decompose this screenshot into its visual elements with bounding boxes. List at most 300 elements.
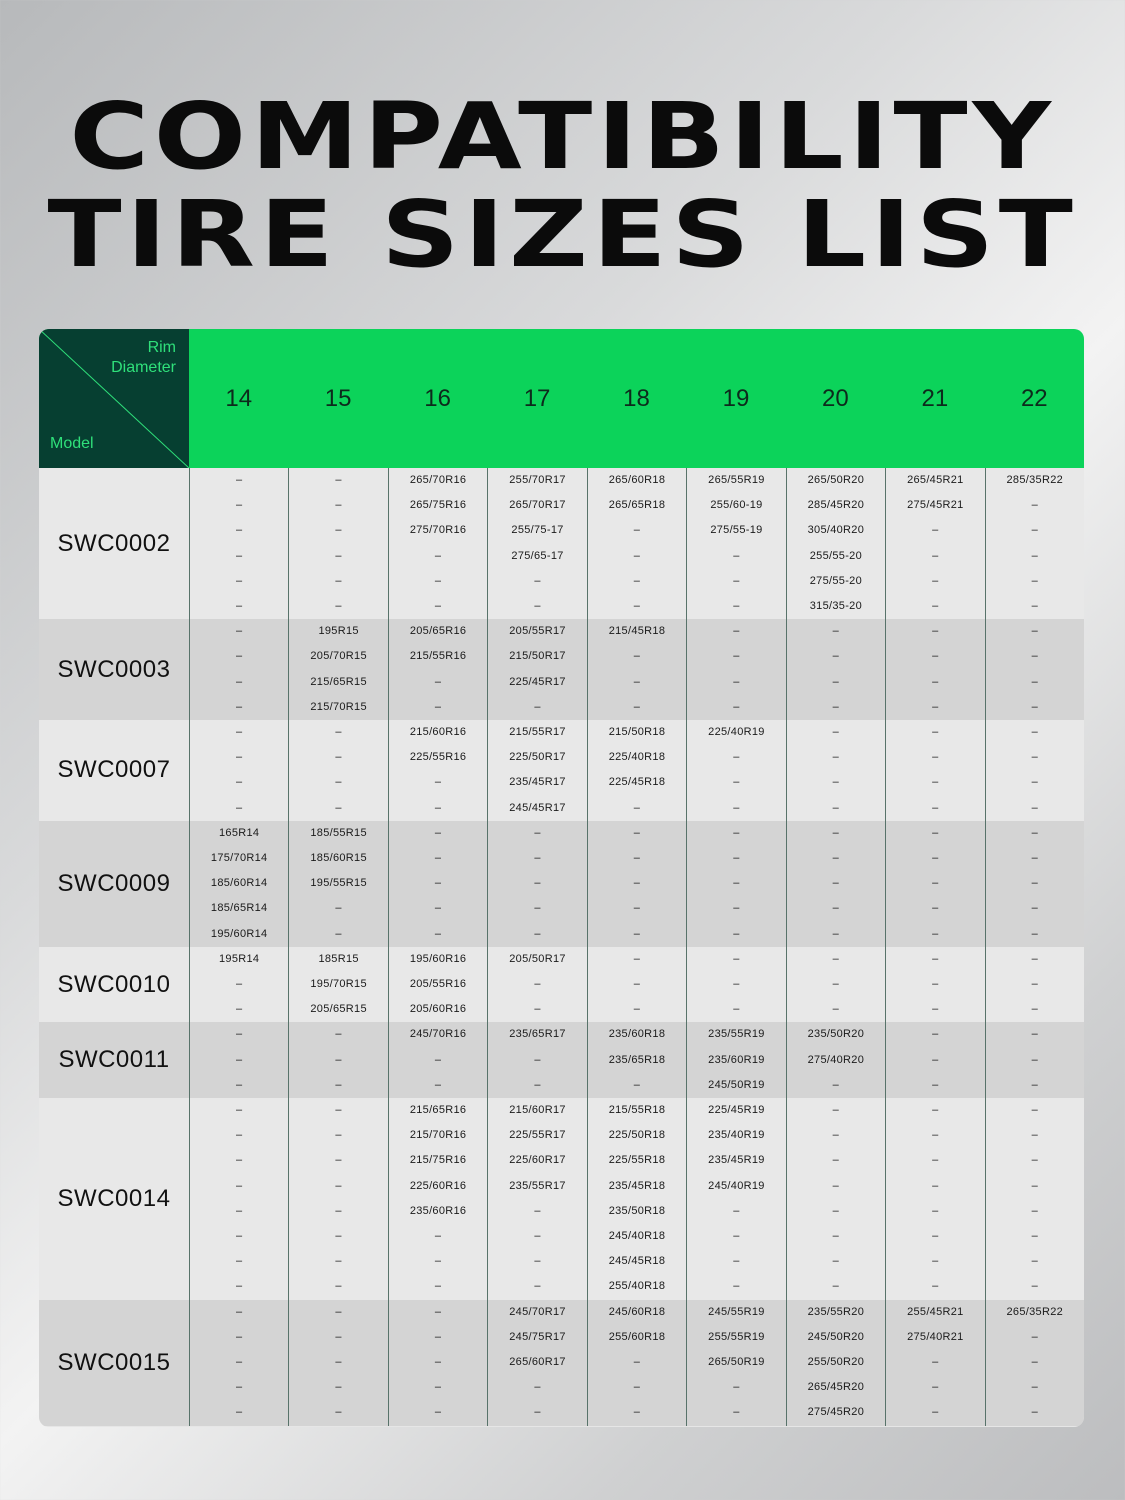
tire-size-cell: 235/55R17 xyxy=(509,1179,566,1192)
tire-size-cell: – xyxy=(335,751,342,764)
tire-size-cell: – xyxy=(932,650,939,663)
tire-size-cell: – xyxy=(534,574,541,587)
tire-size-cell: – xyxy=(335,524,342,537)
tire-size-cell: 245/60R18 xyxy=(608,1305,666,1318)
size-column-15 xyxy=(288,1098,387,1300)
tire-size-cell: – xyxy=(733,625,740,638)
tire-size-cell: – xyxy=(932,1104,939,1116)
size-column-19 xyxy=(686,468,785,619)
size-column-14 xyxy=(189,619,288,720)
tire-size-cell: – xyxy=(235,1179,243,1192)
tire-size-cell: – xyxy=(1031,801,1038,814)
tire-size-cell: – xyxy=(932,1406,939,1419)
size-column-18 xyxy=(587,619,686,720)
tire-size-cell: – xyxy=(932,574,939,587)
tire-size-cell: – xyxy=(832,650,840,663)
size-column-19 xyxy=(686,821,785,947)
tire-size-cell: 235/55R20 xyxy=(807,1305,865,1318)
tire-size-cell: – xyxy=(832,952,840,965)
size-column-15 xyxy=(288,821,387,947)
tire-size-cell: – xyxy=(434,700,442,713)
tire-size-cell: – xyxy=(1031,726,1038,738)
tire-size-cell: – xyxy=(235,1330,243,1343)
tire-size-cell: 225/50R17 xyxy=(509,751,566,764)
tire-size-cell: – xyxy=(733,776,740,789)
tire-size-cell: – xyxy=(1031,499,1038,512)
tire-size-cell: – xyxy=(1031,1154,1038,1167)
tire-size-cell: – xyxy=(932,524,939,537)
model-name: SWC0014 xyxy=(57,1184,171,1212)
tire-size-cell: – xyxy=(434,675,442,688)
rim-diameter-label: Rim Diameter xyxy=(111,339,176,376)
tire-size-cell: – xyxy=(335,1053,342,1066)
tire-size-cell: – xyxy=(932,675,939,688)
tire-size-cell: 255/55R19 xyxy=(708,1330,765,1343)
tire-size-cell: 225/45R19 xyxy=(708,1104,765,1116)
tire-size-cell: 185/65R14 xyxy=(210,902,268,915)
tire-size-cell: – xyxy=(932,625,939,638)
size-column-21 xyxy=(885,1098,984,1300)
tire-size-cell: 275/55-20 xyxy=(809,574,862,587)
tire-size-cell: – xyxy=(335,1255,342,1268)
tire-size-cell: – xyxy=(932,776,939,789)
tire-size-cell: – xyxy=(633,826,641,839)
tire-size-cell: – xyxy=(235,549,243,562)
table-header xyxy=(39,329,1084,468)
tire-size-cell: – xyxy=(1031,625,1038,638)
tire-size-cell: 215/75R16 xyxy=(409,1154,467,1167)
tire-size-cell: 205/55R16 xyxy=(409,977,467,990)
tire-size-cell: – xyxy=(335,1179,342,1192)
tire-size-cell: – xyxy=(733,574,740,587)
header-rim-size-17: 17 xyxy=(523,384,551,412)
size-column-15 xyxy=(288,1022,387,1098)
model-label: Model xyxy=(50,435,94,452)
tire-size-cell: 195R14 xyxy=(219,952,260,965)
tire-size-cell: 245/50R19 xyxy=(708,1078,765,1091)
tire-size-cell: – xyxy=(235,977,243,990)
tire-size-cell: 255/60-19 xyxy=(710,499,763,512)
tire-size-cell: 215/70R16 xyxy=(409,1129,467,1142)
tire-size-cell: – xyxy=(1031,1003,1038,1016)
tire-size-cell: 305/40R20 xyxy=(807,524,865,537)
tire-size-cell: – xyxy=(832,1154,840,1167)
tire-size-cell: – xyxy=(434,1305,442,1318)
tire-size-cell: 245/45R18 xyxy=(608,1255,666,1268)
model-row-swc0002 xyxy=(39,468,1084,619)
tire-size-cell: 235/65R17 xyxy=(509,1028,566,1041)
tire-size-cell: – xyxy=(633,927,641,940)
header-rim-size-21: 21 xyxy=(921,384,949,412)
tire-size-cell: 265/65R18 xyxy=(608,499,666,512)
tire-size-cell: – xyxy=(832,927,840,940)
tire-size-cell: – xyxy=(335,1305,342,1318)
size-column-16 xyxy=(388,821,487,947)
tire-size-cell: 255/60R18 xyxy=(608,1330,666,1343)
tire-size-cell: – xyxy=(235,1003,243,1016)
tire-size-cell: – xyxy=(633,902,641,915)
size-column-20 xyxy=(786,947,885,1023)
size-column-14 xyxy=(189,821,288,947)
tire-size-cell: – xyxy=(1031,1381,1038,1394)
tire-size-cell: – xyxy=(235,776,243,789)
tire-size-cell: – xyxy=(932,1381,939,1394)
model-name: SWC0003 xyxy=(57,655,171,683)
tire-size-cell: 205/70R15 xyxy=(310,650,367,663)
tire-size-cell: – xyxy=(832,1003,840,1016)
tire-size-cell: 245/50R20 xyxy=(807,1330,865,1343)
tire-size-cell: – xyxy=(534,1053,541,1066)
size-column-19 xyxy=(686,720,785,821)
tire-size-cell: 275/40R21 xyxy=(907,1330,964,1343)
tire-size-cell: – xyxy=(733,700,740,713)
tire-size-cell: – xyxy=(235,1280,243,1293)
tire-size-cell: – xyxy=(932,1003,939,1016)
size-column-17 xyxy=(487,821,586,947)
size-column-20 xyxy=(786,619,885,720)
size-column-22 xyxy=(985,947,1084,1023)
tire-size-cell: – xyxy=(335,1078,342,1091)
tire-size-cell: – xyxy=(335,1355,342,1368)
tire-size-cell: 225/55R16 xyxy=(409,751,467,764)
tire-size-cell: – xyxy=(733,1003,740,1016)
tire-size-cell: – xyxy=(733,549,740,562)
tire-size-cell: – xyxy=(434,1355,442,1368)
tire-size-cell: – xyxy=(832,1204,840,1217)
tire-size-cell: – xyxy=(434,1053,442,1066)
size-column-19 xyxy=(686,619,785,720)
tire-size-cell: – xyxy=(733,1406,740,1419)
size-column-17 xyxy=(487,1022,586,1098)
tire-size-cell: – xyxy=(932,826,939,839)
model-row-swc0003 xyxy=(39,619,1084,720)
tire-size-cell: 265/50R19 xyxy=(708,1355,765,1368)
tire-size-cell: 195/55R15 xyxy=(310,877,367,890)
tire-size-cell: – xyxy=(1031,574,1038,587)
tire-size-cell: 235/45R19 xyxy=(708,1154,765,1167)
tire-size-cell: 255/50R20 xyxy=(807,1355,865,1368)
tire-size-cell: – xyxy=(335,1406,342,1419)
size-column-14 xyxy=(189,1022,288,1098)
tire-size-cell: – xyxy=(1031,1104,1038,1116)
tire-size-cell: – xyxy=(335,726,342,738)
header-rim-size-20: 20 xyxy=(822,384,849,412)
tire-size-cell: 275/40R20 xyxy=(807,1053,865,1066)
tire-size-cell: – xyxy=(832,1078,840,1091)
tire-size-cell: 215/55R17 xyxy=(509,726,566,738)
tire-size-cell: – xyxy=(434,801,442,814)
tire-size-cell: 185/60R15 xyxy=(310,851,367,864)
size-column-18 xyxy=(587,1098,686,1300)
tire-size-cell: – xyxy=(932,927,939,940)
tire-size-cell: – xyxy=(932,1129,939,1142)
tire-size-cell: – xyxy=(1031,549,1038,562)
size-column-14 xyxy=(189,468,288,619)
tire-size-cell: – xyxy=(832,877,840,890)
tire-size-cell: – xyxy=(832,826,840,839)
size-column-21 xyxy=(885,821,984,947)
tire-size-cell: – xyxy=(932,1078,939,1091)
tire-size-cell: – xyxy=(932,726,939,738)
tire-size-cell: – xyxy=(534,1255,541,1268)
tire-size-cell: – xyxy=(335,1154,342,1167)
tire-size-cell: – xyxy=(335,1129,342,1142)
tire-size-cell: – xyxy=(1031,1028,1038,1041)
tire-size-cell: – xyxy=(335,474,342,486)
tire-size-cell: – xyxy=(932,1229,939,1242)
tire-size-cell: – xyxy=(633,1381,641,1394)
tire-size-cell: – xyxy=(1031,1129,1038,1142)
tire-size-cell: – xyxy=(235,599,243,612)
tire-size-cell: 225/45R18 xyxy=(608,776,666,789)
tire-size-cell: – xyxy=(633,675,641,688)
tire-size-cell: 235/40R19 xyxy=(708,1129,765,1142)
tire-size-cell: – xyxy=(932,1179,939,1192)
tire-size-cell: – xyxy=(1031,599,1038,612)
tire-size-cell: – xyxy=(932,700,939,713)
tire-size-cell: – xyxy=(335,927,342,940)
tire-size-cell: 225/40R18 xyxy=(608,751,666,764)
tire-size-cell: – xyxy=(235,1229,243,1242)
tire-size-cell: – xyxy=(1031,902,1038,915)
tire-size-cell: 235/60R16 xyxy=(409,1204,467,1217)
tire-size-cell: – xyxy=(1031,700,1038,713)
tire-size-cell: – xyxy=(235,574,243,587)
model-row-swc0011 xyxy=(39,1022,1084,1098)
size-column-20 xyxy=(786,720,885,821)
tire-size-cell: – xyxy=(932,1280,939,1293)
size-column-14 xyxy=(189,1098,288,1300)
tire-size-cell: – xyxy=(1031,1280,1038,1293)
tire-size-cell: 215/60R16 xyxy=(409,726,467,738)
size-column-19 xyxy=(686,1300,785,1426)
tire-size-cell: 285/45R20 xyxy=(807,499,865,512)
tire-size-cell: 195/60R14 xyxy=(210,927,268,940)
tire-size-cell: – xyxy=(534,1406,541,1419)
size-column-21 xyxy=(885,720,984,821)
tire-size-cell: – xyxy=(434,1381,442,1394)
tire-size-cell: – xyxy=(1031,1179,1038,1192)
size-column-20 xyxy=(786,1022,885,1098)
size-column-17 xyxy=(487,947,586,1023)
tire-size-cell: – xyxy=(733,1255,740,1268)
header-rim-size-19: 19 xyxy=(722,384,750,412)
tire-size-cell: – xyxy=(832,776,840,789)
tire-size-cell: – xyxy=(235,499,243,512)
compatibility-table xyxy=(39,329,1084,1427)
tire-size-cell: 225/60R17 xyxy=(509,1154,566,1167)
tire-size-cell: – xyxy=(832,851,840,864)
tire-size-cell: 215/70R15 xyxy=(310,700,367,713)
model-row-swc0007 xyxy=(39,720,1084,821)
tire-size-cell: – xyxy=(534,700,541,713)
tire-size-cell: – xyxy=(633,650,641,663)
tire-size-cell: – xyxy=(633,1078,641,1091)
tire-size-cell: 235/55R19 xyxy=(708,1028,765,1041)
size-column-18 xyxy=(587,720,686,821)
tire-size-cell: 265/35R22 xyxy=(1006,1305,1064,1318)
tire-size-cell: 265/45R20 xyxy=(807,1381,865,1394)
tire-size-cell: 185R15 xyxy=(318,952,359,965)
tire-size-cell: – xyxy=(235,726,243,738)
tire-size-cell: – xyxy=(832,1129,840,1142)
tire-size-cell: 195/70R15 xyxy=(310,977,367,990)
tire-size-cell: – xyxy=(235,1355,243,1368)
tire-size-cell: 205/65R15 xyxy=(310,1003,367,1016)
header-rim-size-16: 16 xyxy=(424,384,451,412)
tire-size-cell: – xyxy=(932,1053,939,1066)
tire-size-cell: – xyxy=(534,826,541,839)
tire-size-cell: – xyxy=(633,549,641,562)
tire-size-cell: – xyxy=(335,1104,342,1116)
tire-size-cell: – xyxy=(633,574,641,587)
size-column-15 xyxy=(288,720,387,821)
size-column-18 xyxy=(587,947,686,1023)
size-column-17 xyxy=(487,1098,586,1300)
size-column-14 xyxy=(189,720,288,821)
tire-size-cell: – xyxy=(335,599,342,612)
model-name: SWC0009 xyxy=(57,869,171,897)
tire-size-cell: – xyxy=(733,1381,740,1394)
tire-size-cell: – xyxy=(1031,1330,1038,1343)
tire-size-cell: – xyxy=(335,1280,342,1293)
tire-size-cell: 265/75R16 xyxy=(409,499,467,512)
tire-size-cell: – xyxy=(1031,977,1038,990)
tire-size-cell: 225/40R19 xyxy=(708,726,765,738)
tire-size-cell: – xyxy=(335,1204,342,1217)
tire-size-cell: – xyxy=(335,574,342,587)
tire-size-cell: – xyxy=(932,1204,939,1217)
tire-size-cell: – xyxy=(534,1229,541,1242)
model-row-swc0010 xyxy=(39,947,1084,1023)
tire-size-cell: 215/65R15 xyxy=(310,675,367,688)
tire-size-cell: – xyxy=(235,1053,243,1066)
size-column-16 xyxy=(388,468,487,619)
tire-size-cell: 255/40R18 xyxy=(608,1280,666,1293)
size-column-22 xyxy=(985,619,1084,720)
tire-size-cell: 215/45R18 xyxy=(608,625,666,638)
tire-size-cell: – xyxy=(633,1003,641,1016)
tire-size-cell: – xyxy=(335,1381,342,1394)
tire-size-cell: – xyxy=(235,1129,243,1142)
tire-size-cell: 285/35R22 xyxy=(1006,474,1064,486)
size-column-14 xyxy=(189,947,288,1023)
tire-size-cell: 215/55R18 xyxy=(608,1104,666,1116)
tire-size-cell: 255/70R17 xyxy=(509,474,566,486)
tire-size-cell: – xyxy=(235,751,243,764)
tire-size-cell: – xyxy=(733,952,740,965)
size-column-22 xyxy=(985,1098,1084,1300)
tire-size-cell: – xyxy=(434,902,442,915)
tire-size-cell: – xyxy=(534,1280,541,1293)
tire-size-cell: – xyxy=(235,650,243,663)
tire-size-cell: – xyxy=(335,549,342,562)
tire-size-cell: 275/45R20 xyxy=(807,1406,865,1419)
tire-size-cell: – xyxy=(832,726,840,738)
tire-size-cell: – xyxy=(633,851,641,864)
model-name: SWC0002 xyxy=(57,529,171,557)
tire-size-cell: – xyxy=(733,650,740,663)
tire-size-cell: – xyxy=(733,977,740,990)
tire-size-cell: – xyxy=(733,902,740,915)
size-column-16 xyxy=(388,947,487,1023)
tire-size-cell: 235/50R18 xyxy=(608,1204,666,1217)
tire-size-cell: 215/50R17 xyxy=(509,650,566,663)
tire-size-cell: 315/35-20 xyxy=(809,599,862,612)
tire-size-cell: 225/50R18 xyxy=(608,1129,666,1142)
tire-size-cell: – xyxy=(932,877,939,890)
size-column-20 xyxy=(786,1300,885,1426)
tire-size-cell: – xyxy=(932,1028,939,1041)
header-corner-cell xyxy=(39,329,189,468)
size-column-22 xyxy=(985,1300,1084,1426)
tire-size-cell: – xyxy=(733,877,740,890)
tire-size-cell: – xyxy=(235,474,243,486)
tire-size-cell: – xyxy=(335,776,342,789)
tire-size-cell: – xyxy=(434,776,442,789)
tire-size-cell: – xyxy=(1031,927,1038,940)
tire-size-cell: – xyxy=(235,1028,243,1041)
tire-size-cell: – xyxy=(932,549,939,562)
tire-size-cell: – xyxy=(434,826,442,839)
tire-size-cell: – xyxy=(1031,1053,1038,1066)
tire-size-cell: 265/60R17 xyxy=(509,1355,566,1368)
tire-size-cell: – xyxy=(235,1104,243,1116)
size-column-15 xyxy=(288,468,387,619)
tire-size-cell: 225/55R18 xyxy=(608,1154,666,1167)
tire-size-cell: 245/40R18 xyxy=(608,1229,666,1242)
title-line-2: TIRE SIZES LIST xyxy=(47,181,1078,288)
tire-size-cell: – xyxy=(1031,751,1038,764)
tire-size-cell: – xyxy=(733,1204,740,1217)
tire-size-cell: – xyxy=(932,751,939,764)
tire-size-cell: – xyxy=(1031,1406,1038,1419)
tire-size-cell: – xyxy=(633,1406,641,1419)
header-rim-size-15: 15 xyxy=(324,384,352,412)
tire-size-cell: – xyxy=(1031,826,1038,839)
tire-size-cell: – xyxy=(534,902,541,915)
size-column-18 xyxy=(587,821,686,947)
tire-size-cell: – xyxy=(1031,650,1038,663)
tire-size-cell: – xyxy=(335,499,342,512)
tire-size-cell: 265/70R16 xyxy=(409,474,467,486)
tire-size-cell: – xyxy=(832,751,840,764)
size-column-14 xyxy=(189,1300,288,1426)
tire-size-cell: 225/60R16 xyxy=(409,1179,467,1192)
tire-size-cell: – xyxy=(733,826,740,839)
tire-size-cell: – xyxy=(633,1355,641,1368)
tire-size-cell: 215/65R16 xyxy=(409,1104,467,1116)
tire-size-cell: – xyxy=(1031,675,1038,688)
size-column-21 xyxy=(885,1022,984,1098)
tire-size-cell: – xyxy=(335,801,342,814)
size-column-15 xyxy=(288,947,387,1023)
tire-size-cell: – xyxy=(932,1355,939,1368)
tire-size-cell: – xyxy=(832,1229,840,1242)
size-column-17 xyxy=(487,619,586,720)
tire-size-cell: – xyxy=(633,524,641,537)
tire-size-cell: – xyxy=(1031,952,1038,965)
tire-size-cell: – xyxy=(1031,851,1038,864)
model-row-swc0014 xyxy=(39,1098,1084,1300)
size-column-16 xyxy=(388,720,487,821)
tire-size-cell: – xyxy=(1031,1355,1038,1368)
tire-size-cell: – xyxy=(832,1104,840,1116)
tire-size-cell: 275/65-17 xyxy=(511,549,564,562)
tire-size-cell: 235/60R18 xyxy=(608,1028,666,1041)
tire-size-cell: – xyxy=(832,700,840,713)
tire-size-cell: 265/55R19 xyxy=(708,474,765,486)
